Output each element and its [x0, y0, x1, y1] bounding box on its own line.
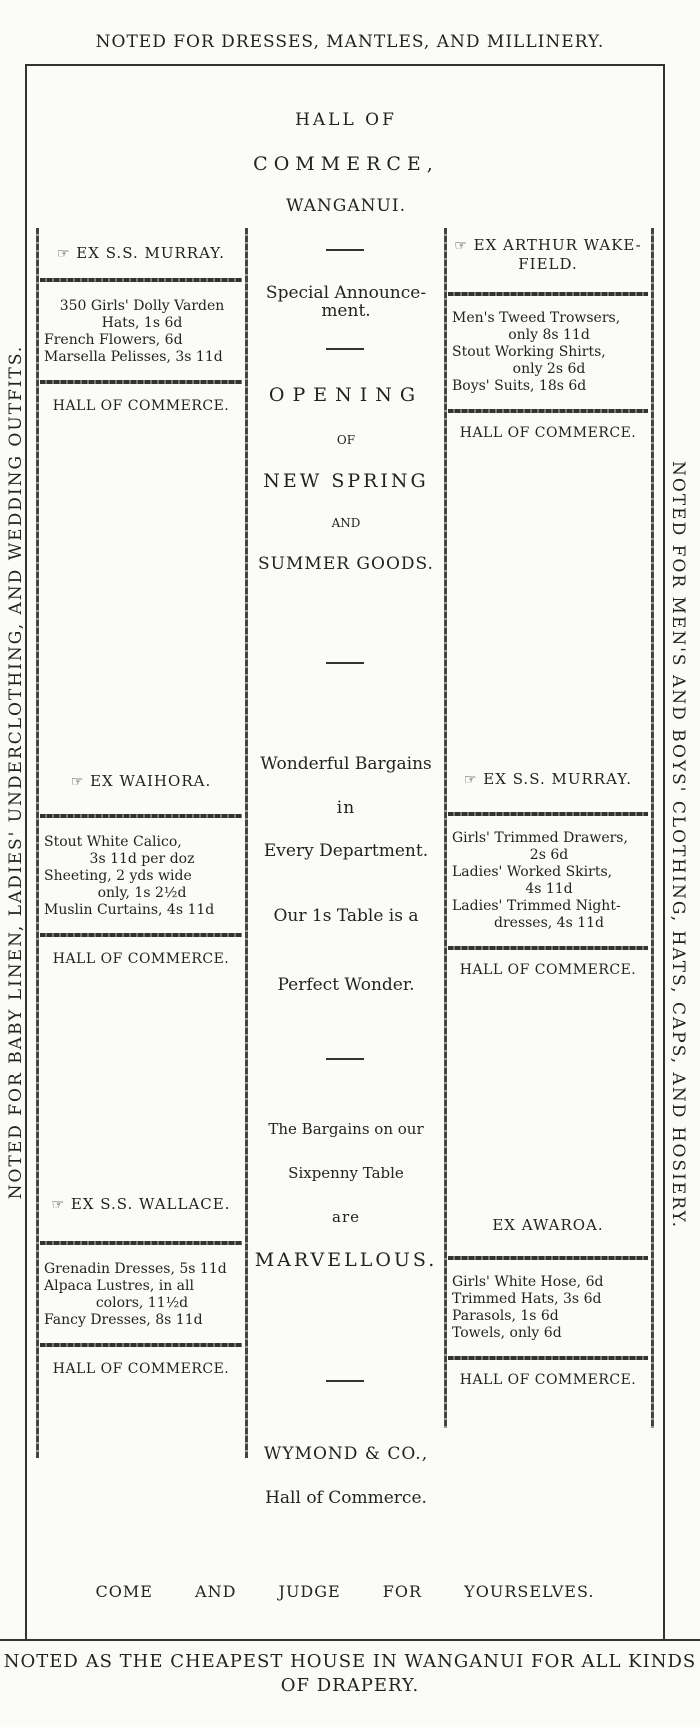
list-item: Stout Working Shirts,: [452, 344, 606, 360]
center-summer-goods: SUMMER GOODS.: [258, 554, 434, 574]
list-item: Men's Tweed Trowsers,: [452, 310, 621, 326]
list-item: 350 Girls' Dolly Varden: [59, 298, 225, 314]
list-item: Muslin Curtains, 4s 11d: [44, 902, 215, 918]
frame-top-rule: [25, 64, 665, 66]
box-footer: HALL OF COMMERCE.: [52, 1361, 230, 1377]
list-item: Hats, 1s 6d: [101, 315, 183, 331]
box-heading-text: EX S.S. WALLACE.: [70, 1195, 231, 1213]
list-item: Marsella Pelisses, 3s 11d: [44, 349, 223, 365]
list-item: 2s 6d: [529, 847, 569, 863]
center-wonderful: Wonderful Bargains: [260, 754, 432, 774]
box-heading-text: EX ARTHUR WAKE-: [473, 236, 642, 254]
center-opening: OPENING: [268, 384, 424, 406]
bottom-banner-line-1: NOTED AS THE CHEAPEST HOUSE IN WANGANUI FOR ALL KINDS: [3, 1651, 697, 1672]
pointing-hand-icon: ☞: [70, 774, 85, 790]
box-heading-text: EX WAIHORA.: [90, 772, 212, 790]
center-of: OF: [336, 433, 356, 447]
box-heading: [448, 766, 648, 812]
pointing-hand-icon: ☞: [51, 1197, 66, 1213]
box-heading: [448, 236, 648, 292]
right-column-rule: [651, 228, 654, 1428]
bottom-banner-line-2: OF DRAPERY.: [280, 1675, 420, 1696]
pointing-hand-icon: ☞: [454, 238, 468, 254]
center-in: in: [336, 798, 356, 818]
list-item: Parasols, 1s 6d: [452, 1308, 559, 1324]
frame-bottom-rule: [0, 1639, 700, 1641]
list-item: Ladies' Trimmed Night-: [452, 898, 621, 914]
list-item: Girls' White Hose, 6d: [452, 1274, 604, 1290]
list-item: Grenadin Dresses, 5s 11d: [44, 1261, 227, 1277]
list-item: Ladies' Worked Skirts,: [452, 864, 613, 880]
right-side-banner: NOTED FOR MEN'S AND BOYS' CLOTHING, HATS, CAPS, AND HOSIERY.: [668, 461, 688, 1229]
left-side-banner: NOTED FOR BABY LINEN, LADIES' UNDERCLOTHING, AND WEDDING OUTFITS.: [6, 344, 26, 1200]
center-hall-of-commerce: Hall of Commerce.: [265, 1488, 427, 1508]
box-footer: HALL OF COMMERCE.: [52, 951, 230, 967]
center-table-line-2: Perfect Wonder.: [277, 975, 415, 995]
box-heading: [40, 1191, 242, 1241]
list-item: French Flowers, 6d: [44, 332, 183, 348]
list-item: dresses, 4s 11d: [494, 915, 604, 931]
pointing-hand-icon: ☞: [463, 772, 478, 788]
special-announcement-line-2: ment.: [321, 301, 371, 321]
center-bargains-line-1: The Bargains on our: [268, 1120, 424, 1138]
left-column-rule: [36, 228, 39, 1458]
left-box-1: [40, 240, 242, 414]
list-item: Trimmed Hats, 3s 6d: [452, 1291, 602, 1307]
center-town: WANGANUI.: [286, 196, 406, 216]
center-hall-of: HALL OF: [295, 110, 397, 130]
list-item: colors, 11½d: [95, 1295, 189, 1311]
box-footer: HALL OF COMMERCE.: [52, 398, 230, 414]
divider: [326, 1380, 364, 1382]
list-item: only 8s 11d: [508, 327, 590, 343]
box-heading-line: [448, 236, 648, 255]
list-item: Sheeting, 2 yds wide: [44, 868, 192, 884]
box-heading: [40, 768, 242, 814]
box-footer: HALL OF COMMERCE.: [459, 425, 637, 441]
list-item: Towels, only 6d: [452, 1325, 562, 1341]
list-item: Boys' Suits, 18s 6d: [452, 378, 587, 394]
list-item: only 2s 6d: [512, 361, 586, 377]
right-box-1: [448, 236, 648, 441]
right-box-2: [448, 766, 648, 978]
right-box-3: [448, 1212, 648, 1388]
center-left-column-rule: [245, 228, 248, 1458]
come-and-judge: COME AND JUDGE FOR YOURSELVES.: [95, 1582, 595, 1601]
list-item: only, 1s 2½d: [97, 885, 187, 901]
box-heading: EX AWAROA.: [492, 1216, 604, 1234]
box-heading: [40, 240, 242, 278]
divider: [326, 1058, 364, 1060]
pointing-hand-icon: ☞: [56, 246, 71, 262]
divider: [326, 662, 364, 664]
divider: [326, 348, 364, 350]
list-item: Girls' Trimmed Drawers,: [452, 830, 628, 846]
left-box-2: [40, 768, 242, 967]
left-box-3: [40, 1191, 242, 1377]
center-marvellous: MARVELLOUS.: [254, 1249, 438, 1271]
center-bargains-line-2: Sixpenny Table: [288, 1164, 404, 1182]
box-footer: HALL OF COMMERCE.: [459, 962, 637, 978]
bottom-banner: [0, 1650, 700, 1698]
divider: [326, 249, 364, 251]
list-item: 3s 11d per doz: [89, 851, 195, 867]
top-banner: NOTED FOR DRESSES, MANTLES, AND MILLINERY.: [95, 32, 605, 52]
center-right-column-rule: [444, 228, 447, 1428]
center-and: AND: [331, 516, 361, 530]
list-item: Alpaca Lustres, in all: [44, 1278, 194, 1294]
special-announcement-line-1: Special Announce-: [265, 283, 427, 303]
list-item: Fancy Dresses, 8s 11d: [44, 1312, 203, 1328]
frame-right-rule: [663, 64, 665, 1639]
box-heading-text: EX S.S. MURRAY.: [483, 770, 633, 788]
center-new-spring: NEW SPRING: [263, 470, 429, 492]
center-wymond: WYMOND & CO.,: [263, 1444, 429, 1464]
list-item: 4s 11d: [525, 881, 573, 897]
center-every-department: Every Department.: [263, 841, 429, 861]
list-item: Stout White Calico,: [44, 834, 182, 850]
box-footer: HALL OF COMMERCE.: [459, 1372, 637, 1388]
box-heading-line: FIELD.: [518, 255, 578, 273]
box-heading-text: EX S.S. MURRAY.: [76, 244, 226, 262]
center-are: are: [332, 1208, 360, 1226]
center-table-line-1: Our 1s Table is a: [273, 906, 419, 926]
center-commerce: COMMERCE,: [253, 153, 439, 175]
